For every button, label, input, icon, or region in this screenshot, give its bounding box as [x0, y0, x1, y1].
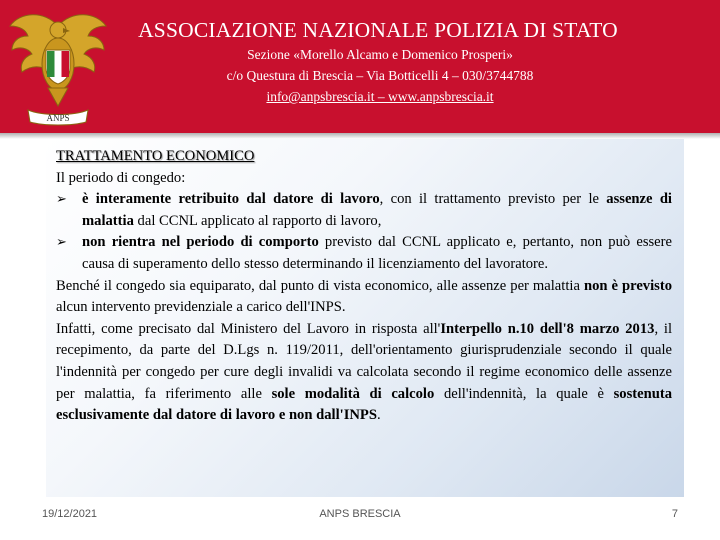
section-heading: TRATTAMENTO ECONOMICO [56, 148, 255, 164]
organization-title: ASSOCIAZIONE NAZIONALE POLIZIA DI STATO [138, 18, 618, 42]
arrow-bullet-icon: ➢ [56, 235, 67, 251]
contact-links[interactable]: info@anpsbrescia.it – www.anpsbrescia.it [266, 89, 494, 104]
bullet-item-comporto: ➢ non rientra nel periodo di comporto previsto dal CCNL applicato e, pertanto, non può essere causa di superamento dello stesso determinando il licenziamento del lavoratore. [56, 234, 672, 272]
intro-line: Il periodo di congedo: [56, 169, 186, 186]
section-names: Morello Alcamo e Domenico Prosperi [299, 47, 507, 62]
section-subtitle: Sezione «Morello Alcamo e Domenico Prosperi» [247, 47, 513, 62]
page-number: 7 [671, 508, 678, 520]
paragraph-interpello: Infatti, come precisato dal Ministero del Lavoro in risposta all'Interpello n.10 dell'8 marzo 2013, il recepimento, da parte del D.Lgs n. 119/2011, dell'orientamento giurisprudenziale secondo il quale l'indennità per congedo per cure degli invalidi va calcolata secondo il regime economico delle assenze per malattia, fa riferimento alle sole modalità di calcolo dell'indennità, la quale è sostenuta esclusivamente dal datore di lavoro e non dall'INPS. [56, 320, 673, 424]
arrow-bullet-icon: ➢ [56, 192, 67, 208]
content-text [56, 146, 672, 427]
logo-ribbon-text: ANPS [46, 113, 70, 123]
anps-eagle-logo [6, 4, 110, 130]
footer-date: 19/12/2021 [42, 508, 98, 520]
paragraph-equiparato: Benché il congedo sia equiparato, dal punto di vista economico, alle assenze per malattia non è previsto alcun intervento previdenziale a carico dell'INPS. [56, 277, 672, 316]
address-line: c/o Questura di Brescia – Via Botticelli 4 – 030/3744788 [226, 68, 534, 83]
bullet-item-retribution: ➢ è interamente retribuito dal datore di lavoro, con il trattamento previsto per le assenze di malattia dal CCNL applicato al rapporto di lavoro, [56, 191, 672, 229]
footer-organization: ANPS BRESCIA [319, 508, 401, 520]
